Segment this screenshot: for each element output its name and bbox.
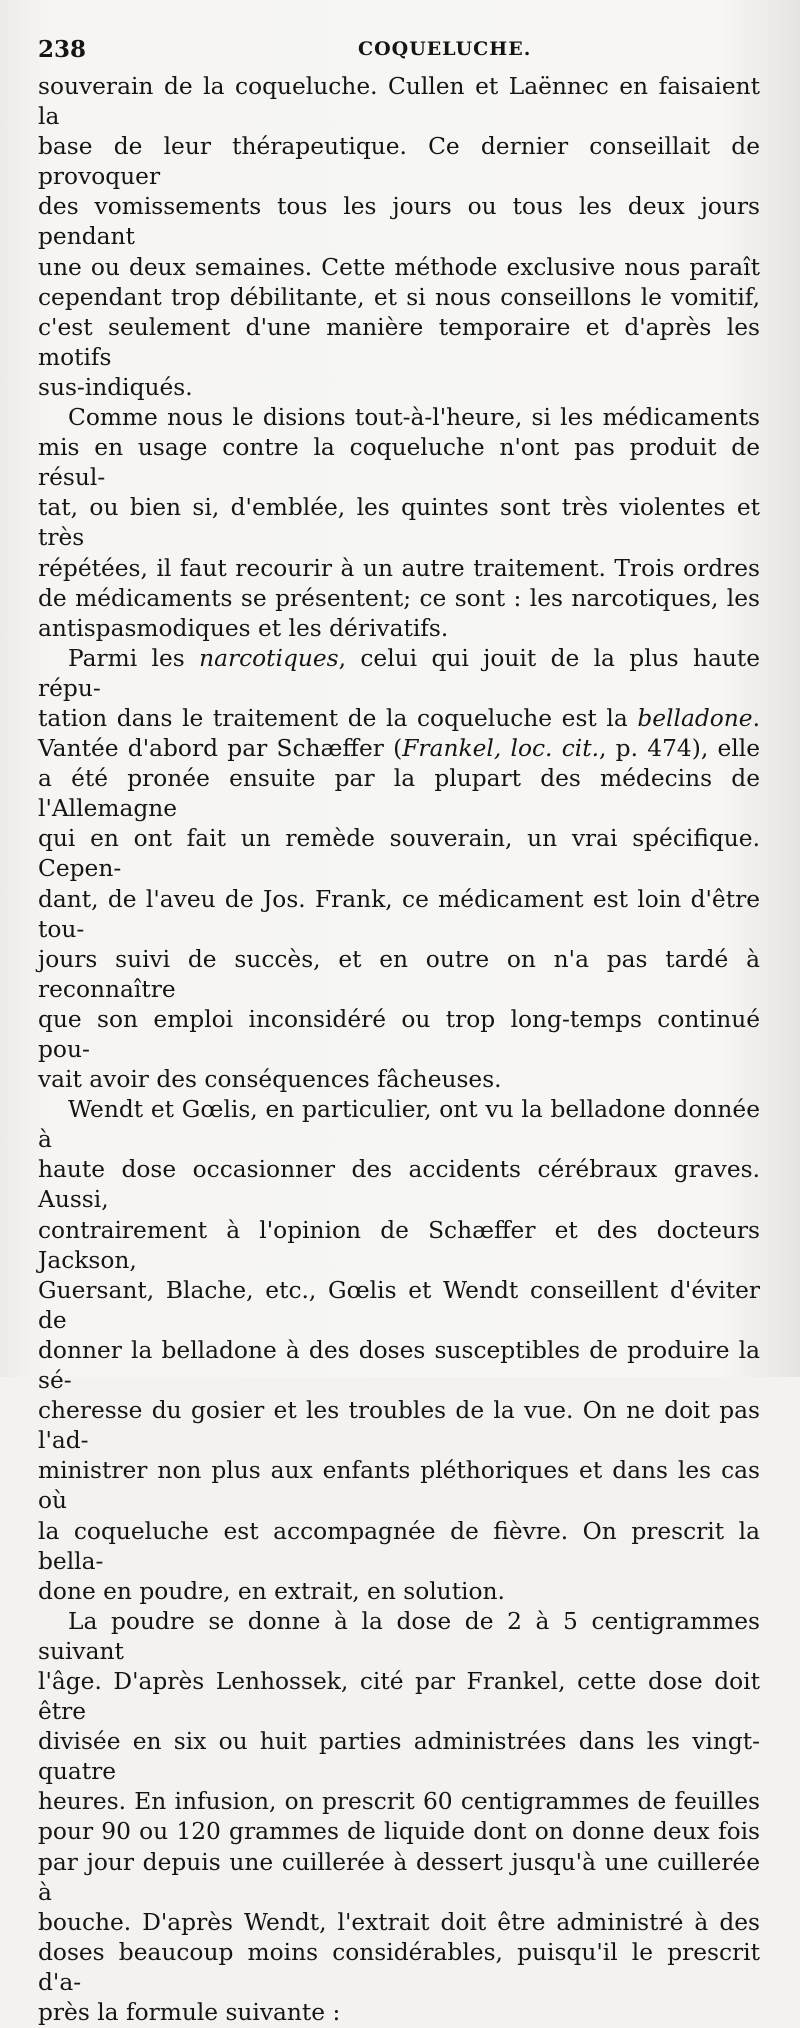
text-line: par jour depuis une cuillerée à dessert jusqu'à une cuillerée à bbox=[38, 1848, 760, 1906]
text-line: haute dose occasionner des accidents cérébraux graves. Aussi, bbox=[38, 1156, 760, 1214]
paragraph-3 bbox=[38, 644, 760, 1095]
text-line-italic: Vantée d'abord par Schæffer (Frankel, loc. cit., p. 474), elle bbox=[38, 735, 760, 763]
text-line: Comme nous le disions tout-à-l'heure, si les médicaments bbox=[68, 404, 760, 432]
text-line: vait avoir des conséquences fâcheuses. bbox=[38, 1066, 502, 1094]
paragraph-4 bbox=[38, 1095, 760, 1607]
text-line: pour 90 ou 120 grammes de liquide dont on donne deux fois bbox=[38, 1818, 760, 1846]
text-line: c'est seulement d'une manière temporaire et d'après les motifs bbox=[38, 313, 760, 371]
text-line: tat, ou bien si, d'emblée, les quintes sont très violentes et très bbox=[38, 494, 760, 552]
text-line-italic: tation dans le traitement de la coqueluche est la belladone. bbox=[38, 704, 760, 732]
body-text bbox=[38, 72, 760, 2028]
text-line: répétées, il faut recourir à un autre traitement. Trois ordres bbox=[38, 554, 760, 582]
text-line: base de leur thérapeutique. Ce dernier conseillait de provoquer bbox=[38, 133, 760, 191]
text-line: heures. En infusion, on prescrit 60 centigrammes de feuilles bbox=[38, 1788, 760, 1816]
text-line: cheresse du gosier et les troubles de la vue. On ne doit pas l'ad- bbox=[38, 1397, 760, 1455]
text-line: de médicaments se présentent; ce sont : les narcotiques, les bbox=[38, 584, 760, 612]
text-line: bouche. D'après Wendt, l'extrait doit être administré à des bbox=[38, 1908, 760, 1936]
text-line: Wendt et Gœlis, en particulier, ont vu la belladone donnée à bbox=[38, 1096, 760, 1154]
text-line: antispasmodiques et les dérivatifs. bbox=[38, 614, 449, 642]
page-number: 238 bbox=[38, 36, 87, 63]
text-line: cependant trop débilitante, et si nous conseillons le vomitif, bbox=[38, 283, 760, 311]
text-line: sus-indiqués. bbox=[38, 373, 193, 401]
text-line: dant, de l'aveu de Jos. Frank, ce médicament est loin d'être tou- bbox=[38, 885, 760, 943]
page-header bbox=[38, 36, 760, 66]
text-line: done en poudre, en extrait, en solution. bbox=[38, 1577, 505, 1605]
text-line: que son emploi inconsidéré ou trop long-temps continué pou- bbox=[38, 1005, 760, 1063]
text-line: qui en ont fait un remède souverain, un vrai spécifique. Cepen- bbox=[38, 825, 760, 883]
text-line: une ou deux semaines. Cette méthode exclusive nous paraît bbox=[38, 253, 760, 281]
text-line: donner la belladone à des doses susceptibles de produire la sé- bbox=[38, 1336, 760, 1395]
paragraph-2 bbox=[38, 403, 760, 644]
text-line: divisée en six ou huit parties administrées dans les vingt-quatre bbox=[38, 1728, 760, 1786]
paragraph-1 bbox=[38, 72, 760, 403]
text-line: a été pronée ensuite par la plupart des médecins de l'Allemagne bbox=[38, 765, 760, 823]
text-line: Guersant, Blache, etc., Gœlis et Wendt conseillent d'éviter de bbox=[38, 1276, 760, 1334]
text-line: des vomissements tous les jours ou tous les deux jours pendant bbox=[38, 193, 760, 251]
text-line-italic: Parmi les narcotiques, celui qui jouit de la plus haute répu- bbox=[38, 644, 760, 702]
text-line: l'âge. D'après Lenhossek, cité par Frankel, cette dose doit être bbox=[38, 1667, 760, 1726]
text-line: près la formule suivante : bbox=[38, 1999, 341, 2026]
text-line: la coqueluche est accompagnée de fièvre. On prescrit la bella- bbox=[38, 1517, 760, 1575]
text-line: La poudre se donne à la dose de 2 à 5 centigrammes suivant bbox=[38, 1607, 760, 1665]
text-line: souverain de la coqueluche. Cullen et Laënnec en faisaient la bbox=[38, 73, 760, 131]
running-head: COQUELUCHE. bbox=[358, 38, 532, 60]
text-line: jours suivi de succès, et en outre on n'a pas tardé à reconnaître bbox=[38, 945, 760, 1003]
text-line: contrairement à l'opinion de Schæffer et des docteurs Jackson, bbox=[38, 1216, 760, 1274]
text-line: doses beaucoup moins considérables, puisqu'il le prescrit d'a- bbox=[38, 1938, 760, 1996]
text-line: ministrer non plus aux enfants pléthoriques et dans les cas où bbox=[38, 1457, 760, 1515]
text-line: mis en usage contre la coqueluche n'ont pas produit de résul- bbox=[38, 434, 760, 492]
paragraph-5 bbox=[38, 1607, 760, 2028]
